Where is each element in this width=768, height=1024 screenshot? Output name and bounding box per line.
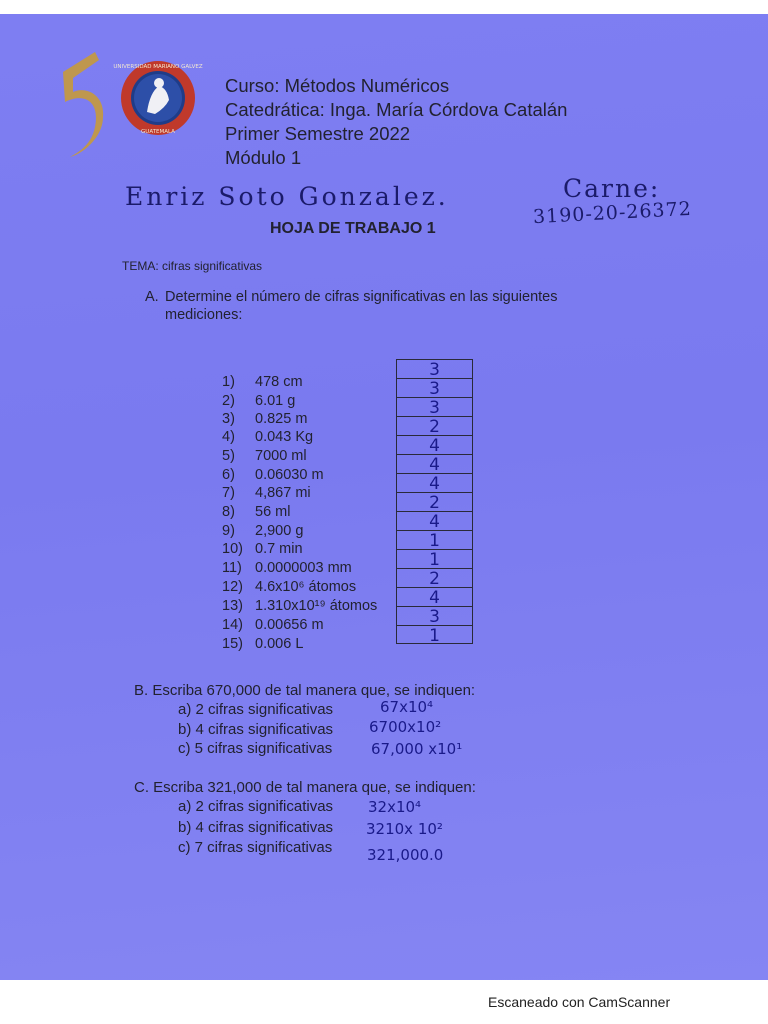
- section-c-item-a: a) 2 cifras significativas: [178, 798, 334, 815]
- list-item: 3) 0.825 m: [222, 411, 308, 427]
- course-name: Curso: Métodos Numéricos: [225, 75, 450, 96]
- list-item: 11) 0.0000003 mm: [222, 560, 352, 576]
- answer-cell: 4: [397, 512, 472, 531]
- section-c-item-c: c) 7 cifras significativas: [178, 839, 333, 856]
- section-b-item-a: a) 2 cifras significativas: [178, 701, 334, 718]
- section-c-answer-a: 32x10⁴: [368, 798, 422, 816]
- section-a-heading: [145, 288, 558, 323]
- list-item: 5) 7000 ml: [222, 448, 307, 464]
- section-b-answer-a: 67x10⁴: [380, 698, 434, 716]
- section-b-instruction: Escriba 670,000 de tal manera que, se indiquen:: [152, 682, 476, 699]
- section-b-heading: [134, 682, 475, 699]
- scanned-worksheet: [0, 14, 768, 980]
- section-a-instruction: Determine el número de cifras significativas en las siguientes mediciones:: [165, 289, 558, 323]
- svg-text:GUATEMALA: GUATEMALA: [141, 129, 175, 135]
- section-b-label: B.: [134, 682, 149, 699]
- section-c-label: C.: [134, 779, 149, 796]
- answer-cell: 1: [429, 626, 440, 646]
- answer-cell: 4: [397, 436, 472, 455]
- list-item: 15) 0.006 L: [222, 636, 304, 652]
- answer-cell: 2: [397, 493, 472, 512]
- answer-cell: 2: [397, 569, 472, 588]
- list-item: 1) 478 cm: [222, 374, 303, 390]
- section-a-label: A.: [145, 289, 159, 305]
- list-item: 10) 0.7 min: [222, 541, 303, 557]
- answer-cell: 3: [397, 379, 472, 398]
- list-item: 6) 0.06030 m: [222, 467, 324, 483]
- answer-cell: 3: [397, 398, 472, 417]
- semester: Primer Semestre 2022: [225, 123, 411, 144]
- list-item: 14) 0.00656 m: [222, 617, 324, 633]
- list-item: 12) 4.6x10⁶ átomos: [222, 579, 357, 595]
- list-item: 8) 56 ml: [222, 504, 291, 520]
- answer-cell: 4: [397, 455, 472, 474]
- worksheet-title: HOJA DE TRABAJO 1: [270, 220, 436, 237]
- section-c-item-b: b) 4 cifras significativas: [178, 819, 334, 836]
- student-name: Enriz Soto Gonzalez.: [125, 182, 449, 211]
- teacher-name: Catedrática: Inga. María Córdova Catalán: [225, 99, 568, 120]
- section-b-item-b: b) 4 cifras significativas: [178, 721, 334, 738]
- svg-text:UNIVERSIDAD MARIANO GALVEZ: UNIVERSIDAD MARIANO GALVEZ: [113, 64, 203, 70]
- answer-cell: 4: [397, 474, 472, 493]
- section-c-instruction: Escriba 321,000 de tal manera que, se indiquen:: [153, 779, 476, 796]
- answer-cell: 3: [397, 360, 472, 379]
- answer-cell: 1: [397, 531, 472, 550]
- scanner-watermark: Escaneado con CamScanner: [488, 994, 671, 1010]
- topic: TEMA: cifras significativas: [122, 259, 263, 273]
- list-item: 9) 2,900 g: [222, 523, 304, 539]
- section-b-answer-c: 67,000 x10¹: [371, 740, 463, 758]
- section-b-item-c: c) 5 cifras significativas: [178, 740, 333, 757]
- section-b-answer-b: 6700x10²: [369, 718, 442, 736]
- answer-table: [396, 359, 473, 644]
- carne-number: 3190-20-26372: [532, 197, 693, 229]
- module: Módulo 1: [225, 147, 302, 168]
- section-c-answer-c: 321,000.0: [367, 846, 444, 864]
- university-50-years-seal-icon: [55, 42, 205, 182]
- list-item: 7) 4,867 mi: [222, 485, 311, 501]
- carne-label: Carne:: [563, 174, 661, 203]
- list-item: 13) 1.310x10¹⁹ átomos: [222, 598, 378, 614]
- answer-cell: 3: [397, 607, 472, 626]
- section-c-heading: [134, 779, 476, 796]
- section-c-answer-b: 3210x 10²: [366, 820, 443, 838]
- answer-cell: 2: [397, 417, 472, 436]
- answer-cell: 1: [397, 550, 472, 569]
- list-item: 4) 0.043 Kg: [222, 429, 314, 445]
- answer-cell: 4: [397, 588, 472, 607]
- list-item: 2) 6.01 g: [222, 393, 296, 409]
